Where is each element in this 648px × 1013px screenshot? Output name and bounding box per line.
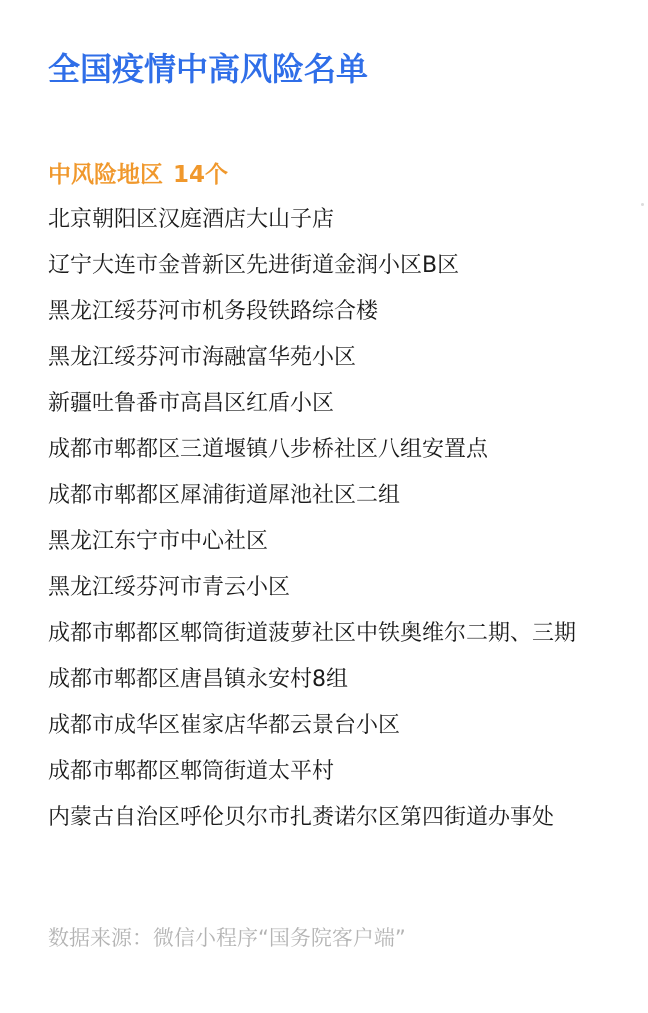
list-item: 黑龙江绥芬河市青云小区 [48, 575, 291, 600]
list-item: 成都市郫都区三道堰镇八步桥社区八组安置点 [48, 437, 489, 462]
decorative-dot [641, 203, 644, 206]
list-item: 成都市郫都区郫筒街道菠萝社区中铁奥维尔二期、三期 [48, 621, 577, 646]
list-item: 黑龙江绥芬河市机务段铁路综合楼 [48, 299, 379, 324]
list-item: 成都市郫都区唐昌镇永安村8组 [48, 667, 348, 692]
list-item: 辽宁大连市金普新区先进街道金润小区B区 [48, 253, 460, 278]
list-item: 黑龙江绥芬河市海融富华苑小区 [48, 345, 357, 370]
section-title [48, 157, 228, 193]
section-count: 14个 [173, 162, 229, 188]
list-item: 内蒙古自治区呼伦贝尔市扎赉诺尔区第四街道办事处 [48, 805, 555, 830]
list-item: 成都市郫都区犀浦街道犀池社区二组 [48, 483, 401, 508]
page-title: 全国疫情中高风险名单 [48, 50, 369, 88]
section-label: 中风险地区 [48, 162, 163, 188]
list-item: 成都市郫都区郫筒街道太平村 [48, 759, 335, 784]
list-item: 新疆吐鲁番市高昌区红盾小区 [48, 391, 335, 416]
area-list [48, 197, 604, 841]
list-item: 黑龙江东宁市中心社区 [48, 529, 269, 554]
data-source-note: 数据来源：微信小程序“国务院客户端” [48, 926, 406, 950]
list-item: 成都市成华区崔家店华都云景台小区 [48, 713, 401, 738]
list-item: 北京朝阳区汉庭酒店大山子店 [48, 207, 335, 232]
